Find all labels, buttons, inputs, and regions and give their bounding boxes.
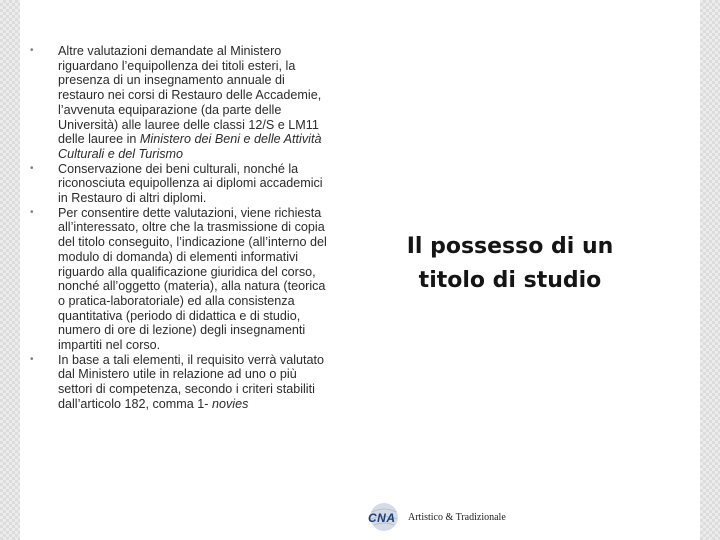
bullet-text: In base a tali elementi, il requisito verrà valutato dal Ministero utile in relazione ad uno o più settori di competenza, secondo i criteri stabiliti dall’articolo 182, comma 1- <box>58 352 325 411</box>
bullet-dot: • <box>30 206 34 218</box>
bullet-item <box>30 44 330 162</box>
bullet-text: Conservazione dei beni culturali, nonché la riconosciuta equipollenza ai diplomi accademici in Restauro di altri diplomi. <box>58 161 323 206</box>
bullet-item <box>30 353 330 412</box>
bullet-item <box>30 206 330 353</box>
slide-title <box>400 230 620 298</box>
bullet-dot: • <box>30 45 34 56</box>
left-pattern-strip <box>0 0 20 540</box>
bullet-text: Per consentire dette valutazioni, viene richiesta all’interessato, oltre che la trasmissione di copia del titolo conseguito, l’indicazione (all’interno del modulo di domanda) di elementi informativi riguardo alla qualificazione giuridica del corso, nonché all’oggetto (materia), alla natura (teorica o pratica-laboratoriale) ed alla consistenza quantitativa (periodo di didattica e di studio, numero di ore di lezione) degli insegnamenti impartiti nel corso. <box>58 205 327 353</box>
bullet-italic-text: novies <box>212 396 249 411</box>
cna-logo <box>366 502 402 532</box>
slide-title-line-1: Il possesso di un <box>406 234 614 259</box>
bullet-dot: • <box>30 353 34 365</box>
footer-caption: Artistico & Tradizionale <box>408 512 506 523</box>
bullet-text: Altre valutazioni demandate al Ministero riguardano l’equipollenza dei titoli esteri, la presenza di un insegnamento annuale di restauro nei corsi di Restauro delle Accademie, l’avvenuta equiparazione (da parte delle Università) alle lauree delle classi 12/S e LM11 delle lauree in <box>58 44 322 147</box>
bullet-item <box>30 162 330 206</box>
bullet-dot: • <box>30 162 34 174</box>
slide-title-line-2: titolo di studio <box>418 268 602 293</box>
right-pattern-strip <box>700 0 720 540</box>
bullet-italic-text: Ministero dei Beni e delle Attività Culturali e del Turismo <box>58 132 322 161</box>
bullet-list <box>30 44 330 412</box>
logo-text: CNA <box>368 511 396 525</box>
